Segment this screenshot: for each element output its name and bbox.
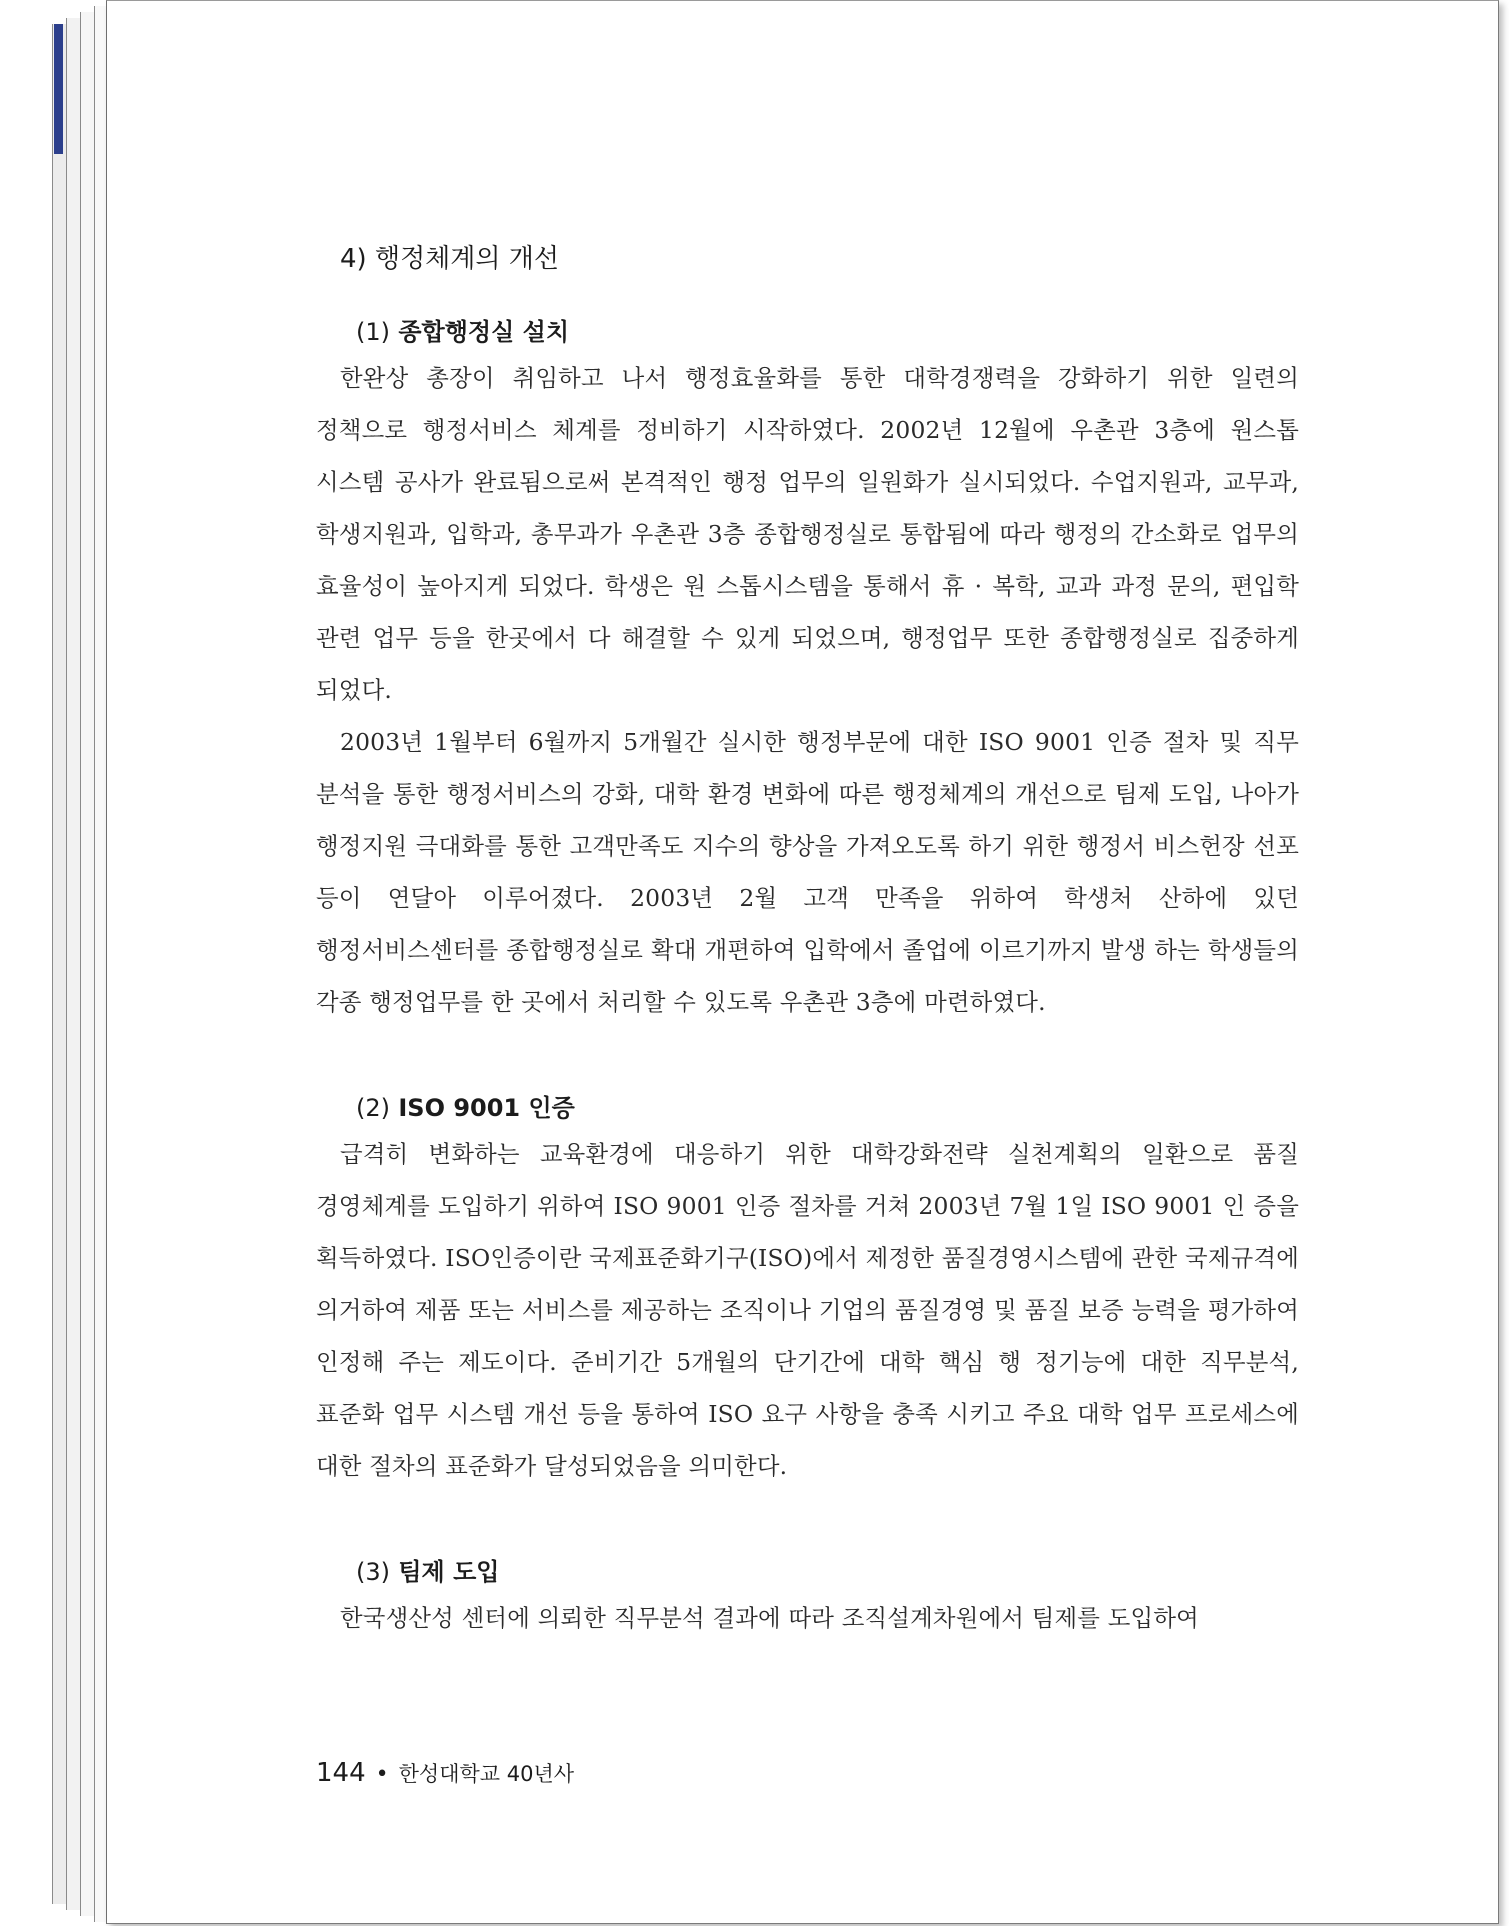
subsection-number: (2) bbox=[356, 1094, 390, 1122]
book-spine-tab bbox=[54, 24, 63, 154]
subsection-title-1 bbox=[356, 312, 569, 347]
subsection-number: (3) bbox=[356, 1558, 390, 1586]
section-title: 4) 행정체계의 개선 bbox=[340, 244, 560, 274]
page-footer bbox=[316, 1758, 574, 1788]
footer-bullet: • bbox=[375, 1762, 389, 1787]
paragraph: 한완상 총장이 취임하고 나서 행정효율화를 통한 대학경쟁력을 강화하기 위한 일련의 정책으로 행정서비스 체계를 정비하기 시작하였다. 2002년 12월에 우촌관 3층에 원스톱 시스템 공사가 완료됨으로써 본격적인 행정 업무의 일원화가 실시되었다. 수업지원과, 교무과, 학생지원과, 입학과, 총무과가 우촌관 3층 종합행정실로 통합됨에 따라 행정의 간소화로 업무의 효율성이 높아지게 되었다. 학생은 원 스톱시스템을 통해서 휴 · 복학, 교과 과정 문의, 편입학 관련 업무 등을 한곳에서 다 해결할 수 있게 되었으며, 행정업무 또한 종합행정실로 집중하게 되었다. bbox=[316, 364, 1299, 704]
subsection-number: (1) bbox=[356, 318, 390, 346]
subsection-heading: 종합행정실 설치 bbox=[398, 318, 570, 346]
book-title: 한성대학교 40년사 bbox=[398, 1762, 575, 1786]
subsection-title-3 bbox=[356, 1552, 499, 1587]
paragraph: 한국생산성 센터에 의뢰한 직무분석 결과에 따라 조직설계차원에서 팀제를 도입하여 bbox=[340, 1604, 1199, 1632]
subsection-heading: 팀제 도입 bbox=[398, 1558, 500, 1586]
paragraph: 급격히 변화하는 교육환경에 대응하기 위한 대학강화전략 실천계획의 일환으로 품질 경영체계를 도입하기 위하여 ISO 9001 인증 절차를 거쳐 2003년 7월 1일 ISO 9001 인 증을 획득하였다. ISO인증이란 국제표준화기구(ISO)에서 제정한 품질경영시스템에 관한 국제규격에 의거하여 제품 또는 서비스를 제공하는 조직이나 기업의 품질경영 및 품질 보증 능력을 평가하여 인정해 주는 제도이다. 준비기간 5개월의 단기간에 대학 핵심 행 정기능에 대한 직무분석, 표준화 업무 시스템 개선 등을 통하여 ISO 요구 사항을 충족 시키고 주요 대학 업무 프로세스에 대한 절차의 표준화가 달성되었음을 의미한다. bbox=[316, 1140, 1299, 1480]
page-number: 144 bbox=[316, 1758, 366, 1788]
paragraph: 2003년 1월부터 6월까지 5개월간 실시한 행정부문에 대한 ISO 9001 인증 절차 및 직무 분석을 통한 행정서비스의 강화, 대학 환경 변화에 따른 행정체계의 개선으로 팀제 도입, 나아가 행정지원 극대화를 통한 고객만족도 지수의 향상을 가져오도록 하기 위한 행정서 비스헌장 선포 등이 연달아 이루어졌다. 2003년 2월 고객 만족을 위하여 학생처 산하에 있던 행정서비스센터를 종합행정실로 확대 개편하여 입학에서 졸업에 이르기까지 발생 하는 학생들의 각종 행정업무를 한 곳에서 처리할 수 있도록 우촌관 3층에 마련하였다. bbox=[316, 728, 1299, 1016]
subsection-title-2 bbox=[356, 1088, 575, 1123]
subsection-heading: ISO 9001 인증 bbox=[398, 1094, 575, 1122]
